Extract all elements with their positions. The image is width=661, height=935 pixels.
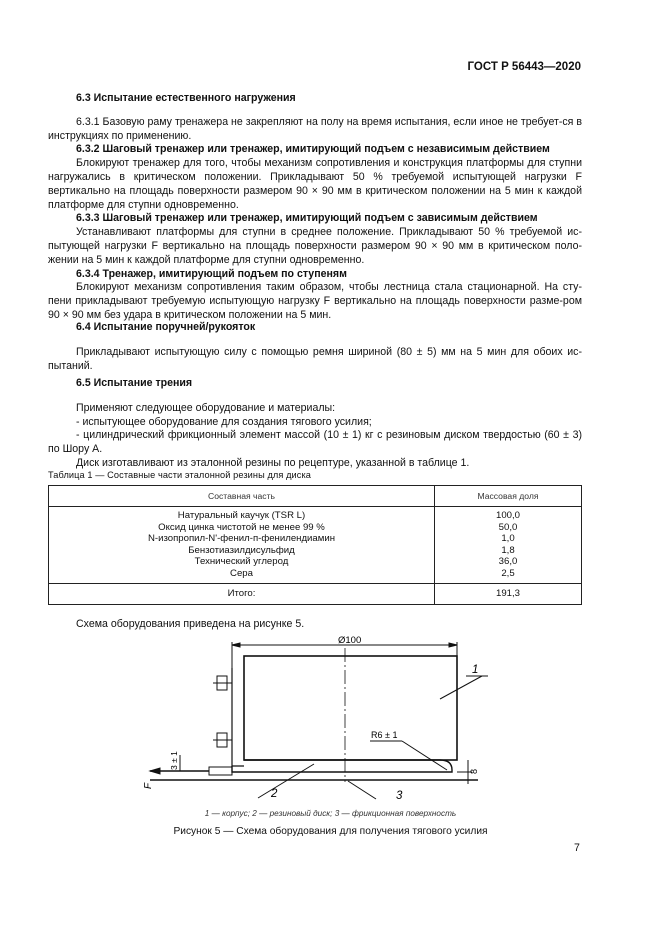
callout-3-leader <box>348 781 376 799</box>
callout-1-leader <box>440 676 482 699</box>
text-block-6-4 <box>48 321 582 373</box>
table-header-mass: Массовая доля <box>435 486 582 507</box>
text-block-6-3 <box>48 92 582 323</box>
force-arrow <box>150 768 160 774</box>
page-number: 7 <box>574 842 580 854</box>
table-row-value: 36,0 <box>498 556 518 568</box>
para-6-3-4: Блокируют механизм сопротивления таким образом, чтобы лестница стала стационарной. На сту-пени прикладывают требуемую испытующую нагрузку F вертикально на площадь поверхности разме-ром 90 × 90 мм без удара в критическом положении на 5 мин. <box>48 281 582 321</box>
callout-2-leader <box>258 764 314 798</box>
list-item-2: - цилиндрический фрикционный элемент массой (10 ± 1) кг с резиновым диском твердостью (60 ± 3) по Шору А. <box>48 429 582 456</box>
table-row-value: 50,0 <box>498 521 518 533</box>
para-6-4: Прикладывают испытующую силу с помощью ремня шириной (80 ± 5) мм на 5 мин для обоих ис-пытаний. <box>48 345 582 372</box>
table-row-name: Оксид цинка чистотой не менее 99 % <box>158 521 325 533</box>
rubber-disc <box>232 760 452 772</box>
para-6-5-2: Диск изготавливают из эталонной резины по рецептуре, указанной в таблице 1. <box>76 456 470 469</box>
figure-legend: 1 — корпус; 2 — резиновый диск; 3 — фрикционная поверхность <box>204 809 457 818</box>
radius-leader <box>402 741 447 770</box>
table-row-name: Технический углерод <box>194 556 289 568</box>
para-6-3-2: Блокируют тренажер для того, чтобы механизм сопротивления и конструкция платформы для ступни нагружались в критическом положении. Прикладывают 50 % требуемой испытующей нагрузки F вертикально на площадь поверхности размером 90 × 90 мм в критическом положении на 5 мин к каждой платформе для ступни одновременно. <box>48 157 582 211</box>
para-6-5-1: Применяют следующее оборудование и материалы: <box>76 401 336 414</box>
section-6-3-4-title: 6.3.4 Тренажер, имитирующий подъем по ступеням <box>76 267 347 280</box>
section-6-3-3-title: 6.3.3 Шаговый тренажер или тренажер, имитирующий подъем с зависимым действием <box>76 212 538 225</box>
section-6-4-title: 6.4 Испытание поручней/рукояток <box>76 321 256 333</box>
table-row-name: Натуральный каучук (TSR L) <box>177 510 306 521</box>
figure-caption: Рисунок 5 — Схема оборудования для получения тягового усилия <box>173 826 488 837</box>
table-row-name: Сера <box>230 567 253 579</box>
standard-code: ГОСТ Р 56443—2020 <box>467 61 581 73</box>
table-names-cell <box>49 507 435 584</box>
section-6-3-title: 6.3 Испытание естественного нагружения <box>76 92 296 104</box>
dim-arrow-right <box>449 643 457 647</box>
equipment-diagram <box>0 630 661 805</box>
radius-label: R6 ± 1 <box>371 730 398 740</box>
table-row-name: N-изопропил-N'-фенил-п-фенилендиамин <box>147 533 335 545</box>
table-total-value: 191,3 <box>435 583 582 604</box>
para-6-3-1: 6.3.1 Базовую раму тренажера не закрепляют на полу на время испытания, если иное не требует-ся в инструкциях по применению. <box>48 115 582 142</box>
table-values-cell <box>435 507 582 584</box>
rubber-composition-table <box>48 485 582 605</box>
table-row-value: 1,8 <box>501 544 515 556</box>
table-row-value: 100,0 <box>495 510 520 521</box>
table-total-label: Итого: <box>49 583 435 604</box>
list-item-1: - испытующее оборудование для создания тягового усилия; <box>76 415 372 428</box>
section-6-5-title: 6.5 Испытание трения <box>76 377 193 389</box>
callout-2: 2 <box>271 788 278 800</box>
table-row-value: 1,0 <box>501 533 515 545</box>
diameter-label: Ø100 <box>338 635 362 646</box>
height-label: 3 ± 1 <box>169 751 179 770</box>
callout-3: 3 <box>396 790 403 802</box>
housing-side <box>232 668 244 766</box>
callout-1: 1 <box>472 664 479 676</box>
table-row-value: 2,5 <box>501 567 515 579</box>
width-label: 8 <box>469 768 479 774</box>
force-label: F <box>143 782 154 789</box>
para-6-3-3: Устанавливают платформы для ступни в среднее положение. Прикладывают 50 % требуемой ис-пытующей нагрузки F вертикально на площадь поверхности размером 90 × 90 мм в критическом поло-жении на 5 мин к каждой платформе для ступни одновременно. <box>48 226 582 266</box>
dim-arrow-left <box>232 643 240 647</box>
tow-hitch <box>209 767 232 775</box>
table-row-name: Бензотиазилдисульфид <box>188 544 295 556</box>
table-caption: Таблица 1 — Составные части эталонной резины для диска <box>48 470 312 480</box>
section-6-3-2-title: 6.3.2 Шаговый тренажер или тренажер, имитирующий подъем с независимым действием <box>76 143 550 156</box>
text-block-6-5 <box>48 377 582 471</box>
table-header-component: Составная часть <box>49 486 435 507</box>
figure-intro: Схема оборудования приведена на рисунке 5. <box>76 618 305 630</box>
housing-body <box>244 656 457 760</box>
